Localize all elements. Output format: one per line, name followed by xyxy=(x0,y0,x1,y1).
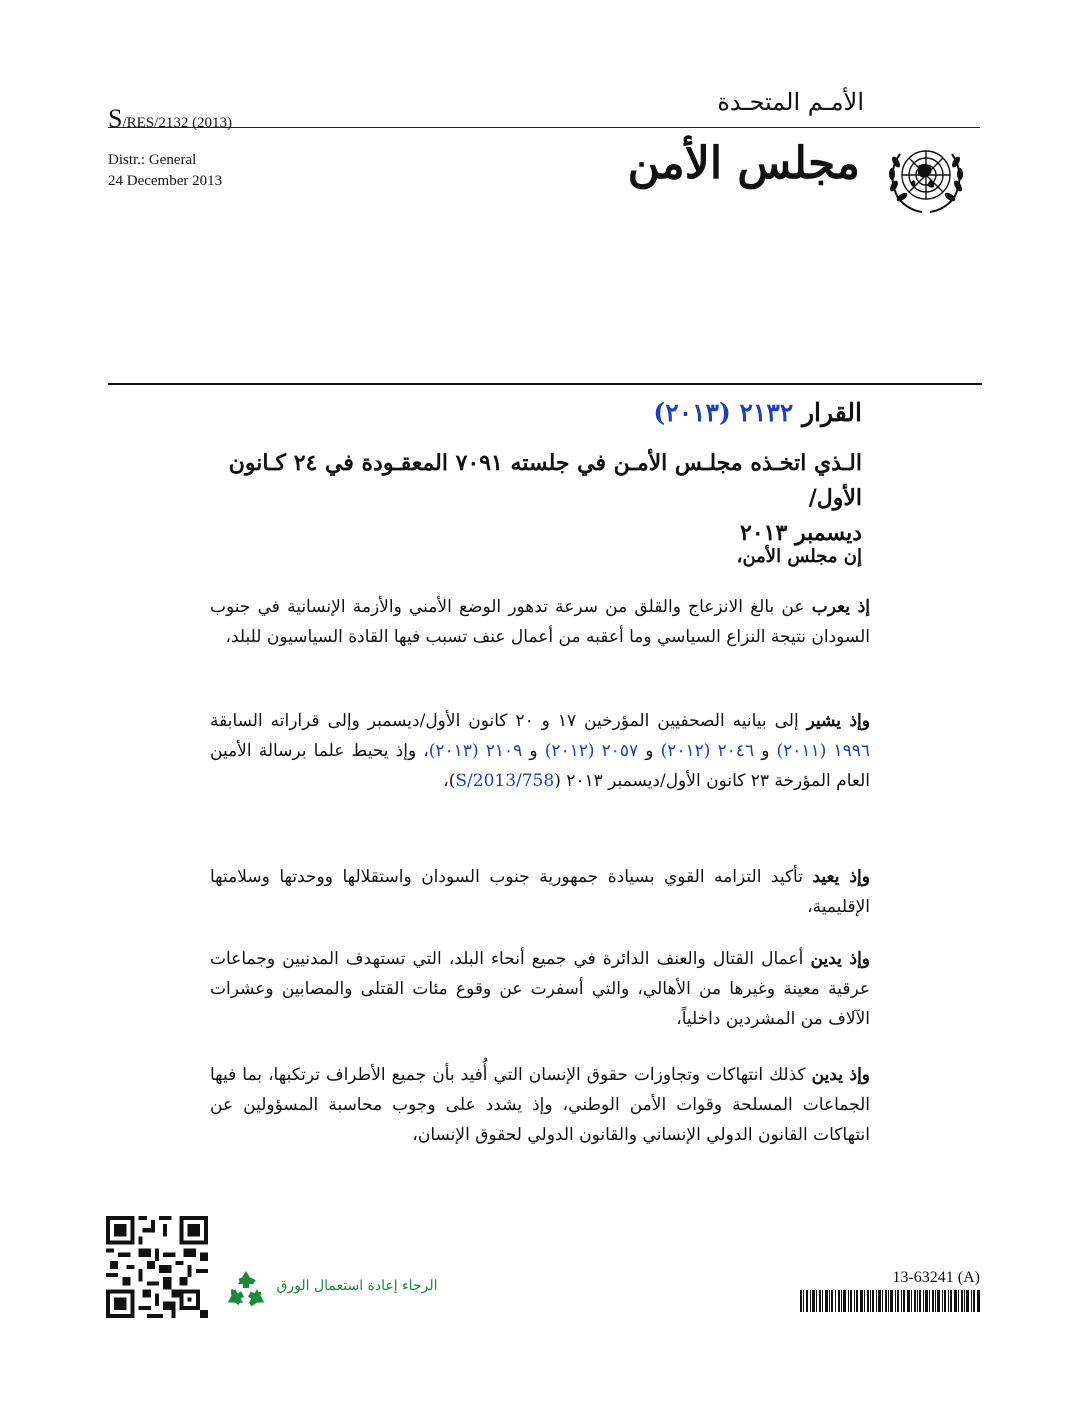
un-emblem-icon xyxy=(878,136,974,214)
paragraph-2-text-c: )، xyxy=(443,771,456,791)
symbol-rest: /RES/2132 (2013) xyxy=(122,115,233,131)
resolution-link-1996[interactable]: ١٩٩٦ (٢٠١١) xyxy=(776,741,870,761)
organ-name: مجلس الأمن xyxy=(627,138,860,189)
distribution-block xyxy=(108,150,222,192)
document-symbol xyxy=(108,104,232,134)
and-2: و xyxy=(638,741,661,761)
issue-date: 24 December 2013 xyxy=(108,173,223,189)
resolution-link-2109[interactable]: ٢١٠٩ (٢٠١٣) xyxy=(428,741,523,761)
barcode-icon xyxy=(800,1290,980,1312)
paragraph-3-lead: وإذ يعيد xyxy=(812,867,870,887)
paragraph-5 xyxy=(210,1060,870,1150)
resolution-link-2046[interactable]: ٢٠٤٦ (٢٠١٢) xyxy=(660,741,755,761)
resolution-link-2057[interactable]: ٢٠٥٧ (٢٠١٢) xyxy=(544,741,639,761)
paragraph-4-text: أعمال القتال والعنف الدائرة في جميع أنحاء البلد، التي تستهدف المدنيين وجماعات عرقية معينة وغيرها من الأهالي، والتي أسفرت عن وقوع مئات القتلى والمصابين وعشرات الآلاف من المشردين داخلياً، xyxy=(210,949,870,1029)
paragraph-2-text-a: إلى بيانيه الصحفيين المؤرخين ١٧ و ٢٠ كانون الأول/ديسمبر وإلى قراراته السابقة xyxy=(210,711,807,731)
and-3: و xyxy=(522,741,545,761)
document-number: 13-63241 (A) xyxy=(892,1269,980,1286)
qr-code-icon xyxy=(106,1216,208,1318)
and-1: و xyxy=(754,741,777,761)
title-rule xyxy=(108,383,982,385)
distribution-label: Distr.: General xyxy=(108,152,197,168)
paragraph-2-lead: وإذ يشير xyxy=(806,711,870,731)
paragraph-1-lead: إذ يعرب xyxy=(811,597,870,617)
paragraph-4-lead: وإذ يدين xyxy=(810,949,871,969)
header-rule xyxy=(108,127,980,128)
document-link-s-2013-758[interactable]: S/2013/758 xyxy=(455,771,555,791)
paragraph-1 xyxy=(210,592,870,652)
organization-name: الأمـم المتحـدة xyxy=(717,88,864,116)
paragraph-4 xyxy=(210,944,870,1034)
recycle-icon xyxy=(224,1268,268,1312)
recycle-notice: الرجاء إعادة استعمال الورق xyxy=(276,1278,438,1294)
subtitle-line-2: ديسمبر ٢٠١٣ xyxy=(740,520,862,546)
paragraph-3 xyxy=(210,862,870,922)
paragraph-5-lead: وإذ يدين xyxy=(811,1065,870,1085)
preamble: إن مجلس الأمن، xyxy=(736,546,862,567)
symbol-initial: S xyxy=(108,104,123,133)
resolution-title xyxy=(653,398,862,427)
paragraph-2 xyxy=(210,706,870,796)
paragraph-1-text: عن بالغ الانزعاج والقلق من سرعة تدهور الوضع الأمني والأزمة الإنسانية في جنوب السودان نتيجة النزاع السياسي وما أعقبه من أعمال عنف تسبب فيها القادة السياسيون للبلد، xyxy=(210,597,870,647)
paragraph-2-text-b: ، وإذ يحيط علما برسالة الأمين العام المؤرخة ٢٣ كانون الأول/ديسمبر ٢٠١٣ ( xyxy=(210,741,870,791)
paragraph-5-text: كذلك انتهاكات وتجاوزات حقوق الإنسان التي أُفيد بأن جميع الأطراف ترتكبها، بما فيها الجماعات المسلحة وقوات الأمن الوطني، وإذ يشدد على وجوب محاسبة المسؤولين عن انتهاكات القانون الدولي الإنساني والقانون الدولي لحقوق الإنسان، xyxy=(210,1065,870,1145)
resolution-number: ٢١٣٢ (٢٠١٣) xyxy=(653,398,794,427)
resolution-label: القرار xyxy=(801,398,862,427)
resolution-subtitle xyxy=(182,446,862,551)
subtitle-line-1: الـذي اتخـذه مجلـس الأمـن في جلسته ٧٠٩١ المعقـودة في ٢٤ كـانون الأول/ xyxy=(228,450,862,511)
paragraph-3-text: تأكيد التزامه القوي بسيادة جمهورية جنوب السودان واستقلالها ووحدتها وسلامتها الإقليمية، xyxy=(210,867,870,917)
